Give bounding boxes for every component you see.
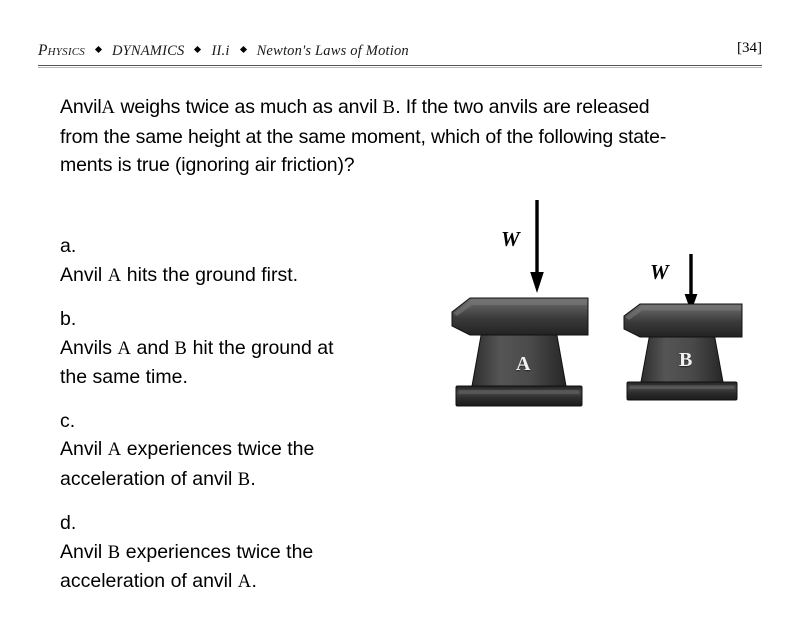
answer-choice-b[interactable]	[60, 305, 420, 392]
breadcrumb-subject: Physics	[38, 42, 85, 59]
choice-b-mid: and	[136, 336, 170, 359]
answer-choice-list	[60, 232, 420, 612]
anvil-symbol-a: A	[237, 572, 252, 592]
question-line-2: from the same height at the same moment, which of the following state-	[60, 125, 667, 148]
answer-choice-d[interactable]	[60, 509, 420, 597]
choice-marker-d: d.	[60, 512, 77, 534]
breadcrumb-separator-icon	[195, 39, 200, 57]
choice-text-d	[60, 538, 420, 597]
choice-marker-c: c.	[60, 409, 76, 432]
page-number: [34]	[737, 40, 762, 56]
breadcrumb-section: II.i	[211, 43, 230, 59]
answer-choice-a[interactable]	[60, 232, 420, 290]
breadcrumb-topic: Newton's Laws of Motion	[256, 43, 409, 59]
anvil-symbol-a: A	[101, 98, 116, 118]
weight-label-a: W	[501, 227, 520, 251]
choice-b-pre: Anvils	[60, 336, 113, 359]
choice-b-line-2: the same time.	[60, 366, 188, 388]
question-line-3: ments is true (ignoring air friction)?	[60, 154, 355, 176]
question-line-1-part-c: . If the two anvils are released	[395, 96, 650, 118]
anvil-a-label: A	[516, 353, 531, 375]
header-divider	[38, 65, 762, 68]
choice-d-pre: Anvil	[60, 540, 103, 563]
choice-d-line-2-post: .	[251, 570, 257, 592]
breadcrumb-unit: DYNAMICS	[111, 43, 185, 59]
anvil-symbol-a: A	[117, 338, 132, 359]
choice-text-c	[60, 435, 420, 494]
choice-text-b	[60, 334, 420, 392]
question-stem	[60, 93, 740, 180]
anvil-b-label: B	[679, 349, 693, 371]
anvil-symbol-b: B	[382, 98, 396, 118]
answer-choice-c[interactable]	[60, 407, 420, 495]
weight-label-b: W	[650, 260, 669, 284]
breadcrumb-separator-icon	[96, 39, 101, 57]
breadcrumb	[38, 42, 409, 60]
anvil-symbol-b: B	[237, 469, 251, 490]
anvil-symbol-b: B	[107, 542, 121, 563]
choice-c-line-2-pre: acceleration of anvil	[60, 467, 233, 490]
breadcrumb-separator-icon	[241, 39, 246, 57]
choice-marker-b: b.	[60, 308, 77, 330]
anvil-figure	[430, 195, 780, 435]
anvil-symbol-a: A	[107, 265, 122, 286]
choice-a-pre: Anvil	[60, 263, 103, 286]
choice-d-post: experiences twice the	[125, 540, 314, 563]
choice-a-post: hits the ground first.	[126, 263, 299, 286]
choice-d-line-2-pre: acceleration of anvil	[60, 570, 233, 592]
question-line-1	[60, 93, 740, 123]
running-header	[38, 42, 762, 66]
choice-c-post: experiences twice the	[126, 438, 315, 460]
anvil-symbol-a: A	[107, 440, 122, 460]
anvil-symbol-b: B	[174, 338, 188, 359]
choice-marker-a: a.	[60, 235, 77, 257]
weight-arrow-a-icon	[528, 200, 546, 295]
choice-c-pre: Anvil	[60, 438, 103, 460]
choice-b-post: hit the ground at	[192, 336, 334, 359]
choice-text-a	[60, 261, 420, 291]
question-line-1-part-b: weighs twice as much as anvil	[120, 96, 378, 118]
choice-c-line-2-post: .	[250, 467, 256, 490]
question-line-1-part-a: Anvil	[60, 96, 102, 118]
